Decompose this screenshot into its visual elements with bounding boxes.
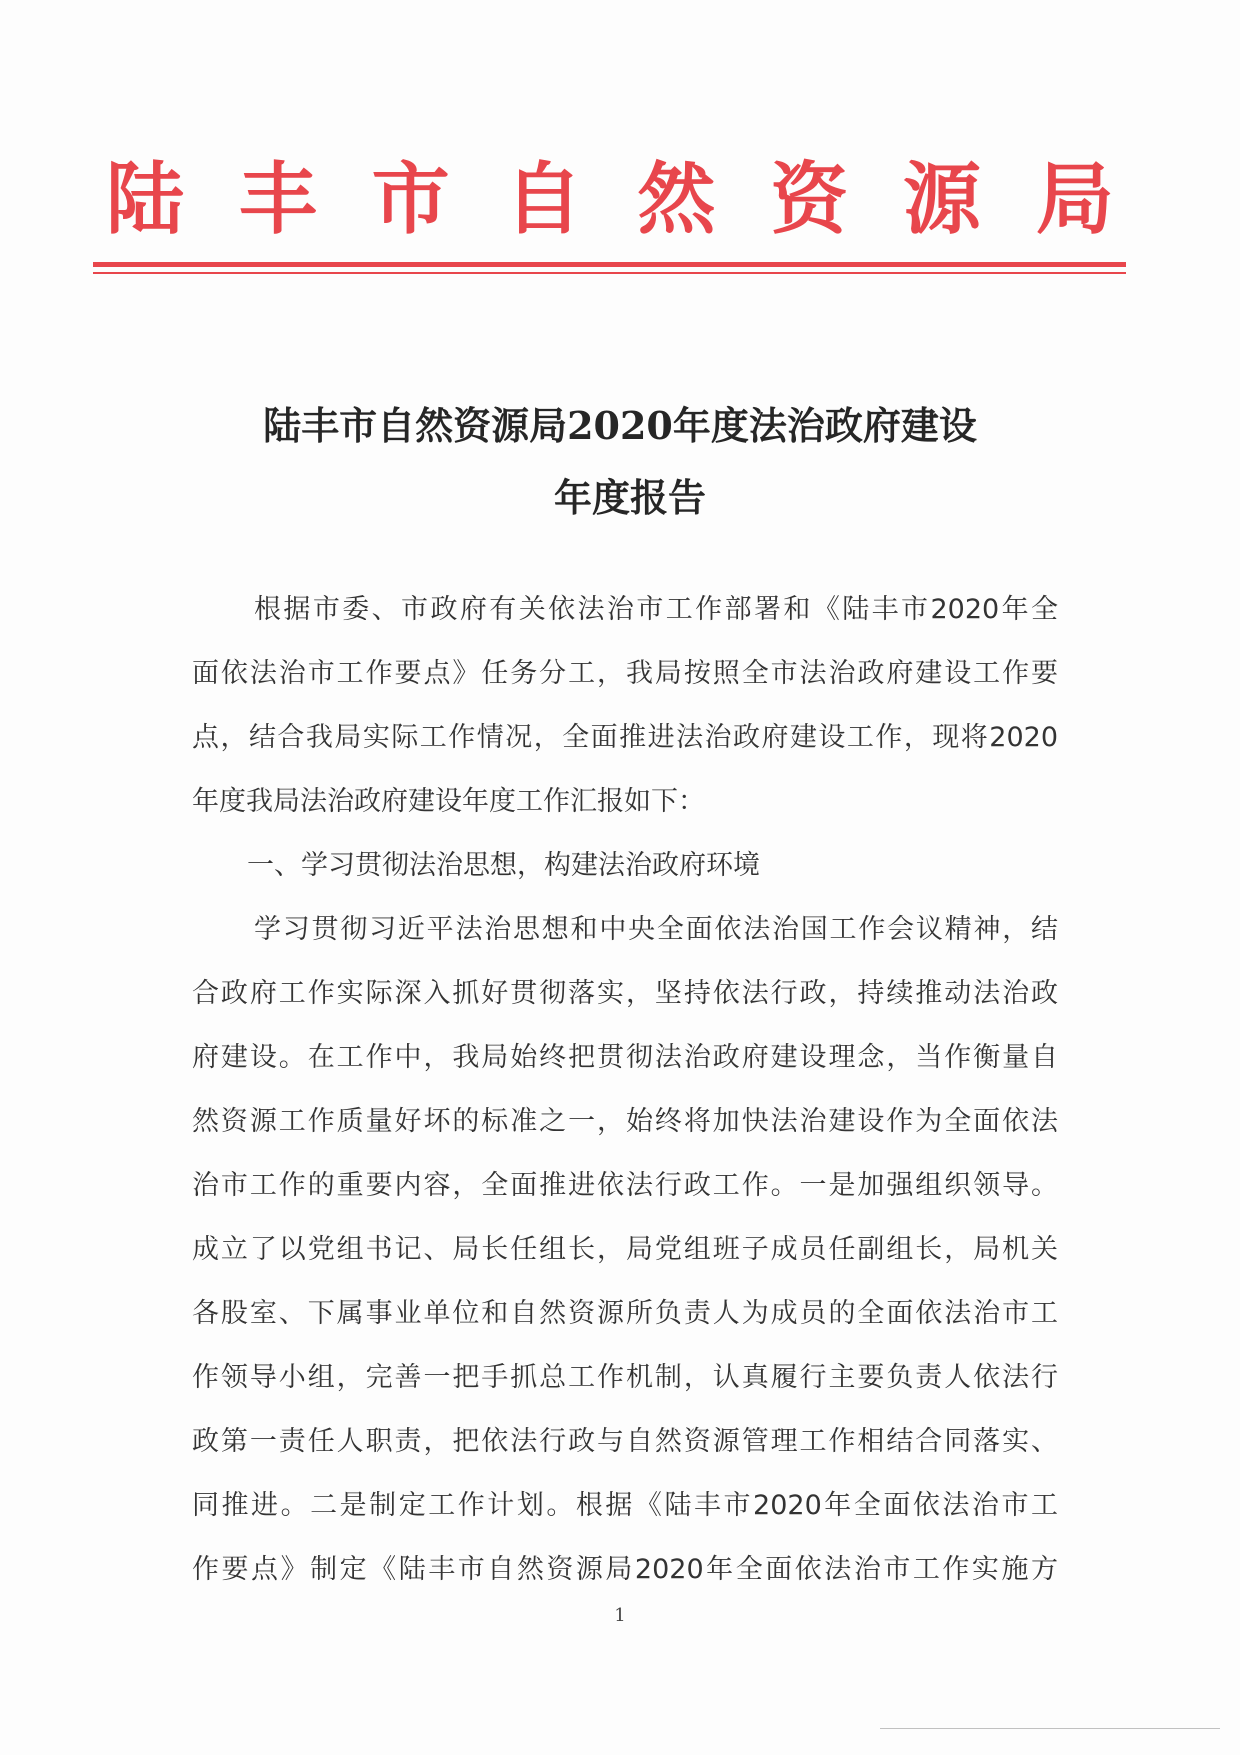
- body-line: 然资源工作质量好坏的标准之一，始终将加快法治建设作为全面依法: [192, 1106, 1058, 1137]
- scan-artifact-line: [880, 1728, 1220, 1729]
- body-line: 根据市委、市政府有关依法治市工作部署和《陆丰市2020年全: [254, 594, 1058, 625]
- body-line: 成立了以党组书记、局长任组长，局党组班子成员任副组长，局机关: [192, 1234, 1058, 1265]
- header-char: 丰: [238, 155, 317, 245]
- header-char: 局: [1035, 155, 1114, 245]
- body-line: 政第一责任人职责，把依法行政与自然资源管理工作相结合同落实、: [192, 1426, 1058, 1457]
- page-number: 1: [614, 1605, 626, 1626]
- title-line-2: 年度报告: [553, 475, 706, 520]
- document-body: [192, 578, 1058, 1602]
- header-char: 自: [504, 155, 583, 245]
- title-line-1: 陆丰市自然资源局2020年度法治政府建设: [263, 403, 977, 448]
- body-line: 府建设。在工作中，我局始终把贯彻法治政府建设理念，当作衡量自: [192, 1042, 1058, 1073]
- document-title: [100, 390, 1140, 534]
- header-divider-thin: [93, 272, 1126, 274]
- header-char: 市: [371, 155, 450, 245]
- header-char: 然: [637, 155, 716, 245]
- body-line: 作领导小组，完善一把手抓总工作机制，认真履行主要负责人依法行: [192, 1362, 1058, 1393]
- body-line: 治市工作的重要内容，全面推进依法行政工作。一是加强组织领导。: [192, 1170, 1058, 1201]
- organization-header: [95, 150, 1125, 250]
- section-heading: 一、学习贯彻法治思想，构建法治政府环境: [247, 850, 760, 881]
- body-line: 学习贯彻习近平法治思想和中央全面依法治国工作会议精神，结: [254, 914, 1058, 945]
- body-line: 合政府工作实际深入抓好贯彻落实，坚持依法行政，持续推动法治政: [192, 978, 1058, 1009]
- body-line: 各股室、下属事业单位和自然资源所负责人为成员的全面依法治市工: [192, 1298, 1058, 1329]
- header-char: 陆: [105, 155, 184, 245]
- body-line: 点，结合我局实际工作情况，全面推进法治政府建设工作，现将2020: [192, 722, 1058, 753]
- body-line: 面依法治市工作要点》任务分工，我局按照全市法治政府建设工作要: [192, 658, 1058, 689]
- body-line: 同推进。二是制定工作计划。根据《陆丰市2020年全面依法治市工: [192, 1490, 1058, 1521]
- header-char: 资: [770, 155, 849, 245]
- header-char: 源: [903, 155, 982, 245]
- body-line: 年度我局法治政府建设年度工作汇报如下：: [192, 786, 705, 817]
- header-divider-thick: [93, 262, 1126, 267]
- body-line: 作要点》制定《陆丰市自然资源局2020年全面依法治市工作实施方: [192, 1554, 1058, 1585]
